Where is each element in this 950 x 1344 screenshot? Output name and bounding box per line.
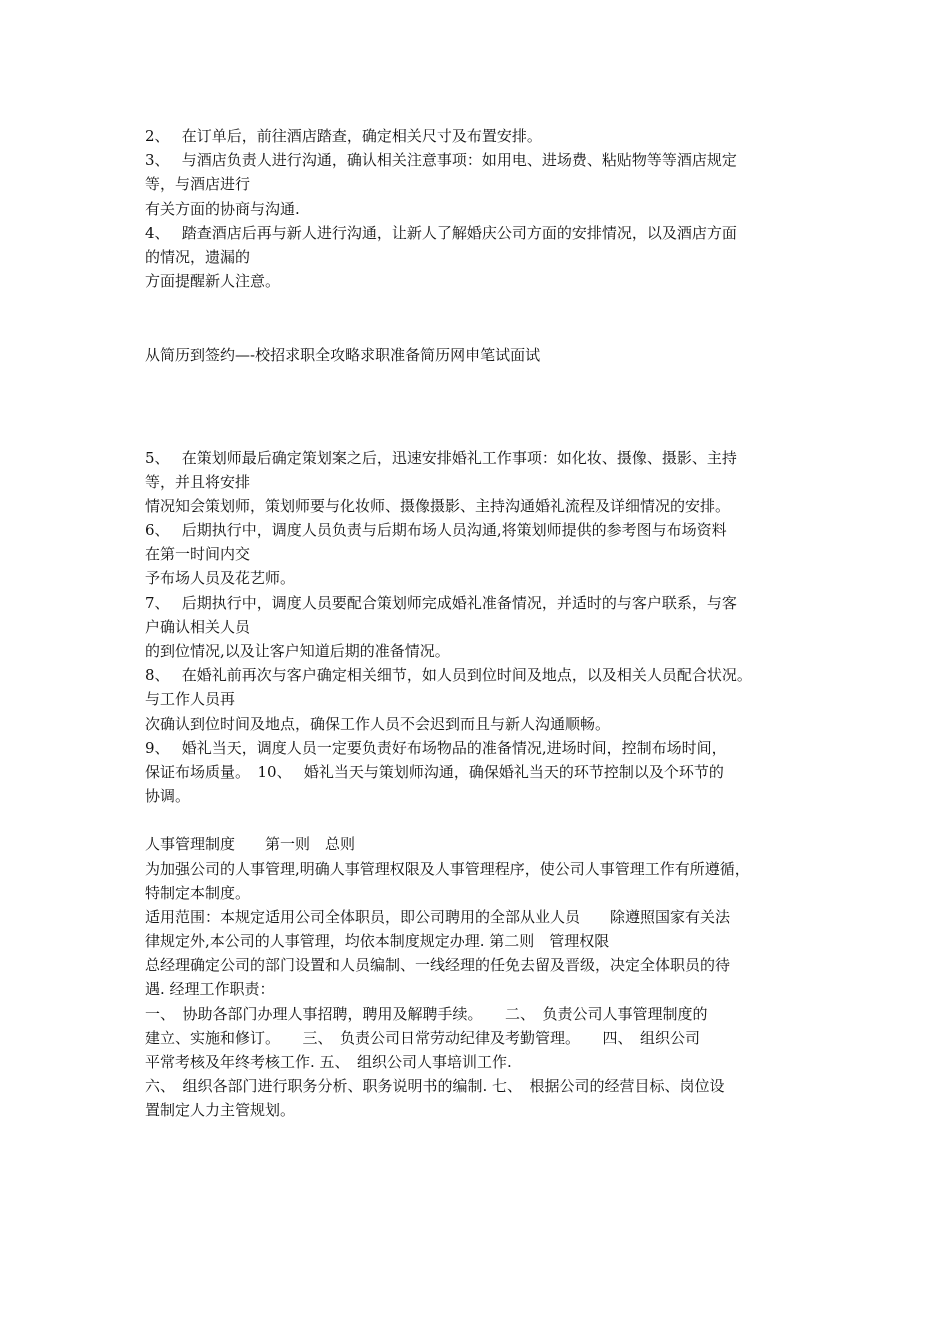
text-line: 方面提醒新人注意。 (145, 272, 281, 291)
text-line: 次确认到位时间及地点，确保工作人员不会迟到而且与新人沟通顺畅。 (145, 714, 611, 733)
text-line: 协调。 (145, 787, 191, 806)
text-line: 建立、实施和修订。 三、 负责公司日常劳动纪律及考勤管理。 四、 组织公司 (145, 1028, 701, 1047)
text-line: 保证布场质量。 10、 婚礼当天与策划师沟通，确保婚礼当天的环节控制以及个环节的 (145, 762, 724, 781)
text-line: 户确认相关人员 (145, 617, 251, 636)
text-line: 一、 协助各部门办理人事招聘，聘用及解聘手续。 二、 负责公司人事管理制度的 (145, 1004, 708, 1023)
text-line: 适用范围：本规定适用公司全体职员，即公司聘用的全部从业人员 除遵照国家有关法 (145, 907, 731, 926)
text-line: 7、 后期执行中，调度人员要配合策划师完成婚礼准备情况，并适时的与客户联系，与客 (145, 593, 737, 612)
text-line: 6、 后期执行中，调度人员负责与后期布场人员沟通,将策划师提供的参考图与布场资料 (145, 521, 727, 540)
text-line: 4、 踏查酒店后再与新人进行沟通，让新人了解婚庆公司方面的安排情况，以及酒店方面 (145, 223, 737, 242)
text-line: 遇. 经理工作职责： (145, 980, 275, 999)
text-line: 予布场人员及花艺师。 (145, 569, 296, 588)
text-line: 等，与酒店进行 (145, 175, 251, 194)
text-line: 总经理确定公司的部门设置和人员编制、一线经理的任免去留及晋级，决定全体职员的待 (145, 956, 731, 975)
text-line: 等，并且将安排 (145, 472, 251, 491)
section-heading: 从简历到签约—-校招求职全攻略求职准备简历网申笔试面试 (145, 346, 541, 365)
spacer (145, 808, 825, 832)
text-line: 六、 组织各部门进行职务分析、职务说明书的编制. 七、 根据公司的经营目标、岗位设 (145, 1077, 725, 1096)
spacer (145, 368, 825, 446)
text-line: 9、 婚礼当天，调度人员一定要负责好布场物品的准备情况,进场时间，控制布场时间， (145, 738, 727, 757)
section-heading: 人事管理制度 第一则 总则 (145, 835, 356, 854)
text-line: 的到位情况,以及让客户知道后期的准备情况。 (145, 642, 450, 660)
spacer (145, 293, 825, 343)
text-line: 平常考核及年终考核工作. 五、 组织公司人事培训工作. (145, 1053, 512, 1071)
text-line: 5、 在策划师最后确定策划案之后，迅速安排婚礼工作事项：如化妆、摄像、摄影、主持 (145, 448, 737, 467)
text-line: 特制定本制度。 (145, 883, 251, 902)
text-line: 律规定外,本公司的人事管理，均依本制度规定办理. 第二则 管理权限 (145, 932, 610, 951)
text-line: 有关方面的协商与沟通. (145, 199, 300, 218)
text-line: 与工作人员再 (145, 690, 236, 709)
text-line: 的情况，遗漏的 (145, 247, 251, 266)
text-line: 8、 在婚礼前再次与客户确定相关细节，如人员到位时间及地点，以及相关人员配合状况。 (145, 666, 752, 685)
text-line: 情况知会策划师，策划师要与化妆师、摄像摄影、主持沟通婚礼流程及详细情况的安排。 (145, 496, 731, 515)
text-line: 2、 在订单后，前往酒店踏查，确定相关尺寸及布置安排。 (145, 127, 542, 145)
text-line: 3、 与酒店负责人进行沟通，确认相关注意事项：如用电、进场费、粘贴物等等酒店规定 (145, 151, 737, 170)
text-line: 置制定人力主管规划。 (145, 1101, 296, 1120)
text-line: 在第一时间内交 (145, 545, 251, 564)
document-body (145, 124, 825, 1123)
text-line: 为加强公司的人事管理,明确人事管理权限及人事管理程序，使公司人事管理工作有所遵循， (145, 859, 750, 878)
